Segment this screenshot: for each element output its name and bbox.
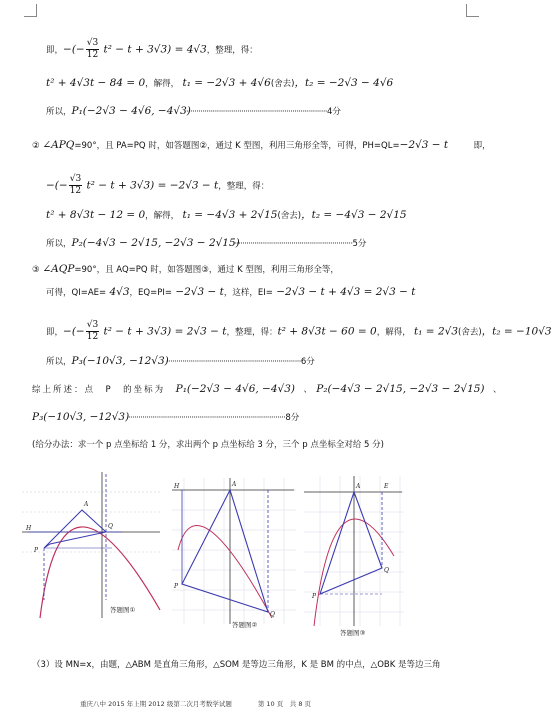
score-label-4: 8分 <box>285 413 300 423</box>
parabola-curve <box>178 526 272 618</box>
svg-text:H: H <box>174 483 180 490</box>
solution-line-7: 所以，P₂(−4√3 − 2√15, −2√3 − 2√15) <box>46 237 240 249</box>
svg-text:A: A <box>84 501 89 508</box>
solution-line-2: t² + 4√3t − 84 = 0，解得， t₁ = −2√3 + 4√6(舍去)，t₂ = −2√3 − 4√6 <box>46 77 394 89</box>
fraction-sqrt3-over-12: $\frac{√3}{12}$ <box>86 38 99 60</box>
corner-mark-top-right <box>466 4 479 17</box>
solution-line-12: 综上所述：点 P 的坐标为 P₁(−2√3 − 4√6, −4√3) 、 P₂(−4√3 − 2√15, −2√3 − 2√15) 、 <box>32 383 502 395</box>
score-dots-4: ·············································································8分 <box>128 413 300 423</box>
page-footer: 重庆八中 2015 年上期 2012 级第二次月考数学试题 第 10 页 共 8 页 <box>80 700 312 708</box>
figure-2-caption: 答题图② <box>232 621 258 629</box>
solution-line-5: −(− $\frac{√3}{12}$ t² − t + 3√3) = −2√3 − t，整理，得： <box>46 174 270 196</box>
triangle-aqp <box>320 492 382 594</box>
solution-line-13: P₃(−10√3, −12√3) <box>32 411 130 423</box>
solution-line-8: ③ ∠AQP=90°，且 AQ=PQ 时，如答题图③，通过 K 型图，利用三角形全等， <box>32 263 339 275</box>
fraction-sqrt3-over-12: $\frac{√3}{12}$ <box>69 174 82 196</box>
score-label-1: 4分 <box>326 107 341 117</box>
solution-line-9: 可得，QI=AE= 4√3，EQ=PI= −2√3 − t，这样，EI= −2√3 − t + 4√3 = 2√3 − t <box>46 286 416 298</box>
figure-3-caption: 答题图③ <box>340 629 366 637</box>
solution-line-4: ② ∠APQ=90°，且 PA=PQ 时，如答题图②，通过 K 型图，利用三角形全等，可得，PH=QL=−2√3 − t 即， <box>32 139 491 151</box>
solution-line-11: 所以，P₃(−10√3, −12√3) <box>46 355 169 367</box>
solution-line-6: t² + 8√3t − 12 = 0，解得， t₁ = −4√3 + 2√15(舍去)，t₂ = −4√3 − 2√15 <box>46 209 407 221</box>
svg-text:Q: Q <box>270 611 275 618</box>
parabola-curve <box>40 527 160 618</box>
svg-text:H: H <box>26 525 32 532</box>
figure-3 <box>304 476 404 626</box>
score-dots-1: ·····································································4分 <box>186 107 341 117</box>
solution-line-1: 即，−(− $\frac{√3}{12}$ t² − t + 3√3) = 4√3，整理，得： <box>46 38 258 60</box>
solution-line-3: 所以，P₁(−2√3 − 4√6, −4√3) <box>46 105 191 117</box>
svg-text:P: P <box>174 583 179 590</box>
corner-mark-top-left <box>24 4 37 17</box>
svg-text:A: A <box>232 481 237 488</box>
triangle-apq <box>44 510 106 548</box>
svg-text:Q: Q <box>384 567 389 574</box>
fraction-sqrt3-over-12: $\frac{√3}{12}$ <box>86 320 99 342</box>
score-label-3: 6分 <box>300 357 315 367</box>
score-label-2: 5分 <box>352 239 367 249</box>
scoring-note: (给分办法：求一个 p 点坐标给 1 分，求出两个 p 点坐标给 3 分，三个 p 点坐标全对给 5 分) <box>32 440 384 450</box>
svg-text:P: P <box>312 593 317 600</box>
svg-text:E: E <box>384 483 389 490</box>
triangle-apq <box>182 490 268 612</box>
figure-2 <box>172 478 296 624</box>
svg-text:P: P <box>34 547 39 554</box>
solution-line-10: 即，−(− $\frac{√3}{12}$ t² − t + 3√3) = 2√3 − t，整理，得：t² + 8√3t − 60 = 0，解得， t₁ = 2√3(舍去)，t₂ = −10√3 <box>46 320 552 342</box>
figure-1-caption: 答题图① <box>110 606 136 614</box>
svg-text:Q: Q <box>108 523 113 530</box>
part-3-intro: （3）设 MN=x，由题，△ABM 是直角三角形，△SOM 是等边三角形，K 是 BM 的中点，△OBK 是等边三角 <box>32 660 441 670</box>
score-dots-2: ··························································5分 <box>234 239 367 249</box>
svg-text:A: A <box>356 483 361 490</box>
score-dots-3: ··································································6分 <box>166 357 315 367</box>
figure-1 <box>22 470 162 620</box>
